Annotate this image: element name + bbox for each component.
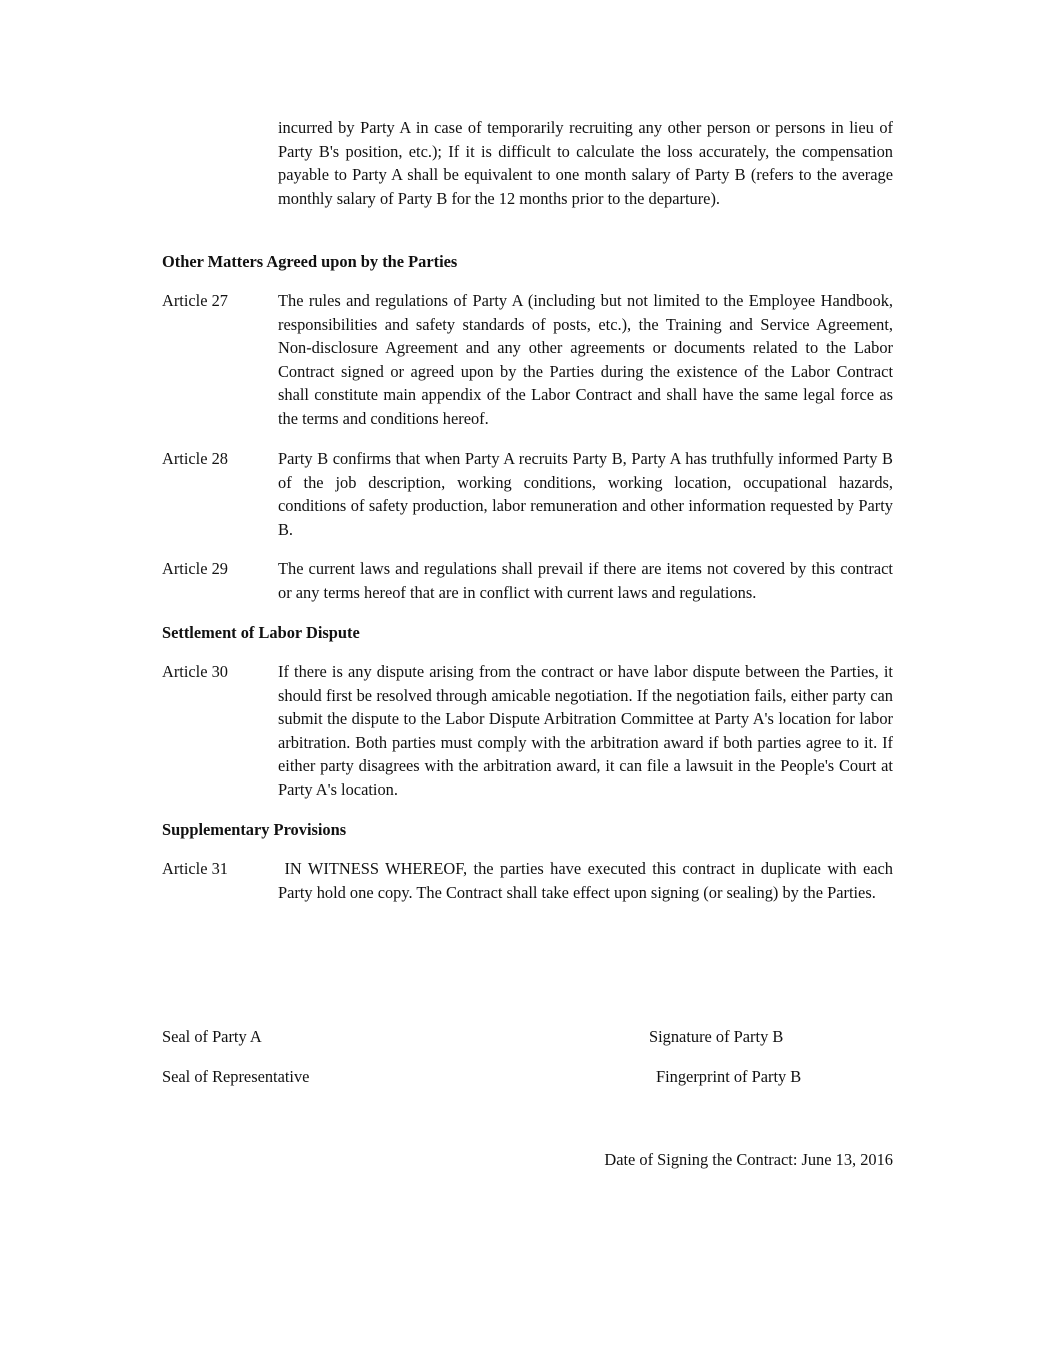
signing-date: Date of Signing the Contract: June 13, 2016 (604, 1150, 893, 1169)
article-27-label: Article 27 (162, 291, 228, 310)
article-28-label: Article 28 (162, 449, 228, 468)
seal-party-a-label: Seal of Party A (162, 1027, 262, 1046)
article-28-text: Party B confirms that when Party A recruits Party B, Party A has truthfully informed Party B of the job description, working conditions, working location, occupational hazards, conditions of safety production, labor remuneration and other information requested by Party B. (278, 449, 893, 539)
signature-party-b-label: Signature of Party B (649, 1027, 784, 1046)
article-30-label: Article 30 (162, 662, 228, 681)
fingerprint-party-b-label: Fingerprint of Party B (656, 1067, 802, 1086)
section-heading-other-matters: Other Matters Agreed upon by the Parties (162, 252, 458, 271)
article-30-text: If there is any dispute arising from the contract or have labor dispute between the Parties, it should first be resolved through amicable negotiation. If the negotiation fails, either party can submit the dispute to the Labor Dispute Arbitration Committee at Party A's location for labor arbitration. Both parties must comply with the arbitration award if both parties agree to it. If either party disagrees with the arbitration award, it can file a lawsuit in the People's Court at Party A's location. (278, 662, 893, 799)
article-29-text: The current laws and regulations shall prevail if there are items not covered by this contract or any terms hereof that are in conflict with current laws and regulations. (278, 559, 893, 602)
article-31-label: Article 31 (162, 859, 228, 878)
section-heading-supplementary: Supplementary Provisions (162, 820, 347, 839)
article-27-text: The rules and regulations of Party A (including but not limited to the Employee Handbook, responsibilities and safety standards of posts, etc.), the Training and Service Agreement, Non-disclosure Agreement and any other agreements or documents related to the Labor Contract signed or agreed upon by the Parties during the existence of the Labor Contract shall constitute main appendix of the Labor Contract and shall have the same legal force as the terms and conditions hereof. (278, 291, 914, 428)
section-heading-settlement: Settlement of Labor Dispute (162, 623, 360, 642)
article-31-text: IN WITNESS WHEREOF, the parties have executed this contract in duplicate with each Party hold one copy. The Contract shall take effect upon signing (or sealing) by the Parties. (278, 859, 898, 902)
article-29-label: Article 29 (162, 559, 228, 578)
seal-representative-label: Seal of Representative (162, 1067, 310, 1086)
continuation-paragraph: incurred by Party A in case of temporarily recruiting any other person or persons in lieu of Party B's position, etc.); If it is difficult to calculate the loss accurately, the compensation payable to Party A shall be equivalent to one month salary of Party B (refers to the average monthly salary of Party B for the 12 months prior to the departure). (278, 118, 893, 208)
